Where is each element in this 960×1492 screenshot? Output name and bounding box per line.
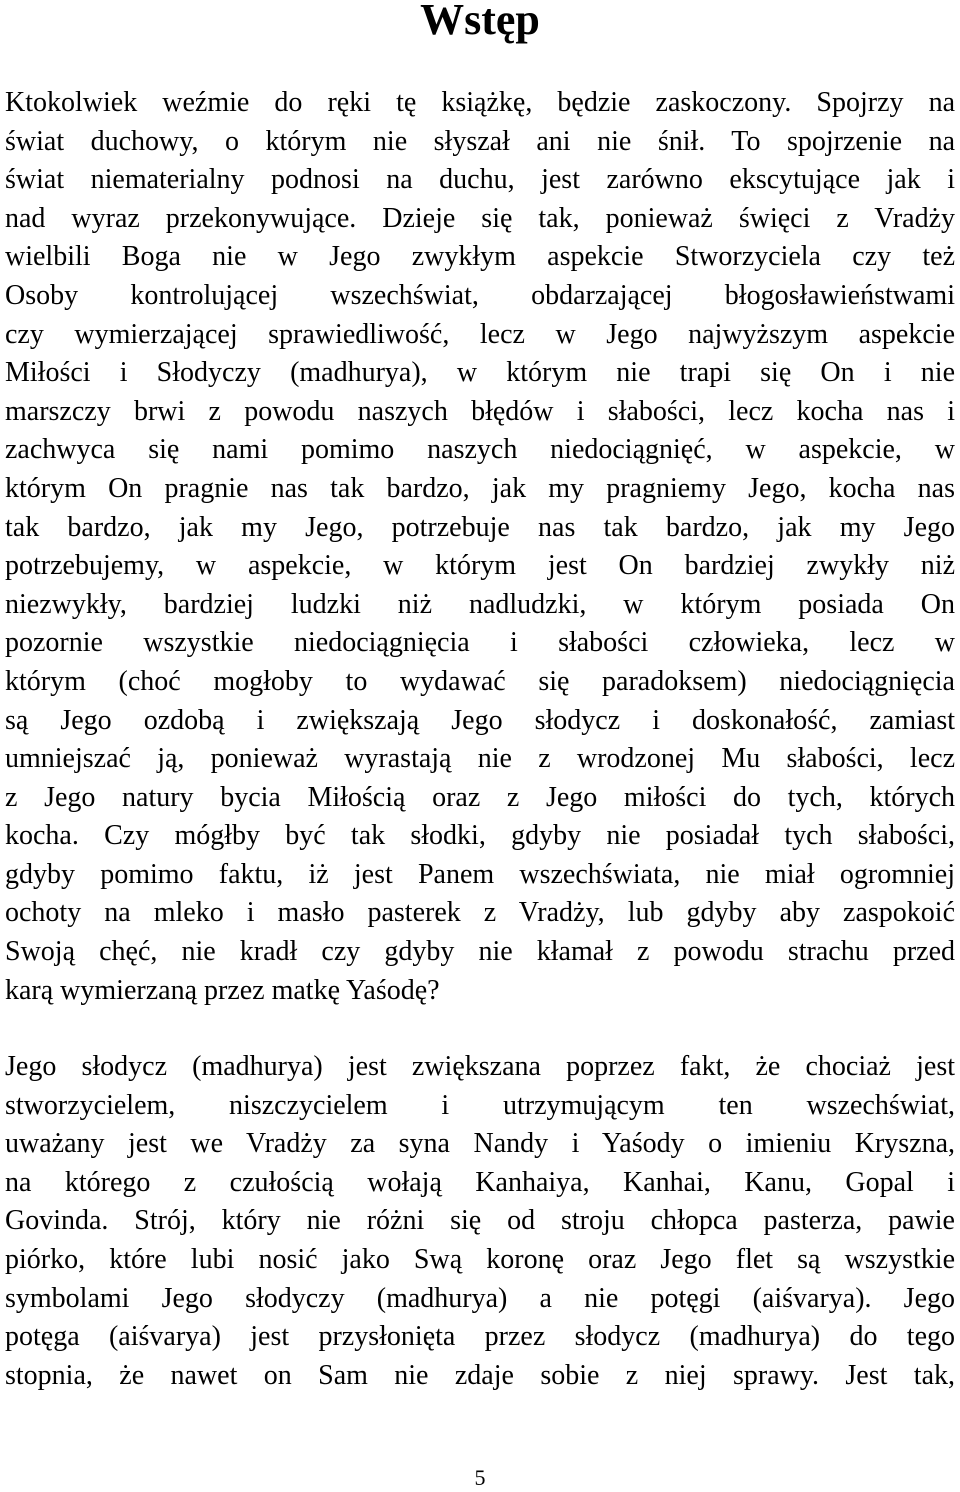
text-line: którym (choć mogłoby to wydawać się paradoksem) niedociągnięcia	[5, 665, 955, 697]
text-line: symbolami Jego słodyczy (madhurya) a nie potęgi (aiśvarya). Jego	[5, 1282, 955, 1314]
paragraph-1	[5, 84, 955, 1010]
text-line: Swoją chęć, nie kradł czy gdyby nie kłamał z powodu strachu przed	[5, 936, 955, 968]
text-line: są Jego ozdobą i zwiększają Jego słodycz i doskonałość, zamiast	[5, 704, 955, 736]
text-line: nad wyraz przekonywujące. Dzieje się tak, ponieważ święci z Vradży	[5, 202, 955, 234]
text-line: Govinda. Strój, który nie różni się od stroju chłopca pasterza, pawie	[5, 1205, 955, 1237]
page-title: Wstęp	[420, 0, 540, 44]
text-line: świat niematerialny podnosi na duchu, jest zarówno ekscytujące jak i	[5, 164, 955, 196]
text-line: karą wymierzaną przez matkę Yaśodę?	[5, 974, 440, 1006]
page-number: 5	[474, 1465, 486, 1490]
text-line: Osoby kontrolującej wszechświat, obdarzającej błogosławieństwami	[5, 279, 955, 311]
text-line: stopnia, że nawet on Sam nie zdaje sobie z niej sprawy. Jest tak,	[5, 1359, 955, 1391]
text-line: wielbili Boga nie w Jego zwykłym aspekcie Stworzyciela czy też	[5, 241, 955, 273]
text-line: stworzycielem, niszczycielem i utrzymującym ten wszechświat,	[5, 1089, 955, 1121]
text-line: potęga (aiśvarya) jest przysłonięta przez słodycz (madhurya) do tego	[5, 1321, 955, 1353]
text-line: z Jego natury bycia Miłością oraz z Jego miłości do tych, których	[5, 781, 955, 813]
text-line: zachwyca się nami pomimo naszych niedociągnięć, w aspekcie, w	[5, 434, 955, 466]
paragraph-2	[5, 1048, 955, 1395]
text-line: ochoty na mleko i masło pasterek z Vradży, lub gdyby aby zaspokoić	[5, 897, 955, 929]
text-line: gdyby pomimo faktu, iż jest Panem wszechświata, nie miał ogromniej	[5, 858, 955, 890]
text-line: tak bardzo, jak my Jego, potrzebuje nas tak bardzo, jak my Jego	[5, 511, 955, 543]
text-line: pozornie wszystkie niedociągnięcia i słabości człowieka, lecz w	[5, 627, 955, 659]
text-line: czy wymierzającej sprawiedliwość, lecz w Jego najwyższym aspekcie	[5, 318, 955, 350]
text-line: marszczy brwi z powodu naszych błędów i słabości, lecz kocha nas i	[5, 395, 955, 427]
text-line: kocha. Czy mógłby być tak słodki, gdyby nie posiadał tych słabości,	[5, 820, 955, 852]
text-line: Miłości i Słodyczy (madhurya), w którym nie trapi się On i nie	[5, 357, 955, 389]
text-line: potrzebujemy, w aspekcie, w którym jest On bardziej zwykły niż	[5, 550, 955, 582]
text-line: Jego słodycz (madhurya) jest zwiększana poprzez fakt, że chociaż jest	[5, 1051, 955, 1082]
text-line: umniejszać ją, ponieważ wyrastają nie z wrodzonej Mu słabości, lecz	[5, 743, 955, 775]
text-line: świat duchowy, o którym nie słyszał ani nie śnił. To spojrzenie na	[5, 125, 955, 157]
text-line: uważany jest we Vradży za syna Nandy i Yaśody o imieniu Kryszna,	[5, 1128, 955, 1160]
text-line: Ktokolwiek weźmie do ręki tę książkę, będzie zaskoczony. Spojrzy na	[5, 87, 955, 118]
text-line: na którego z czułością wołają Kanhaiya, Kanhai, Kanu, Gopal i	[5, 1166, 955, 1198]
text-line: niezwykły, bardziej ludzki niż nadludzki, w którym posiada On	[5, 588, 955, 620]
text-line: którym On pragnie nas tak bardzo, jak my pragniemy Jego, kocha nas	[5, 472, 955, 504]
text-line: piórko, które lubi nosić jako Swą koronę oraz Jego flet są wszystkie	[5, 1243, 955, 1275]
